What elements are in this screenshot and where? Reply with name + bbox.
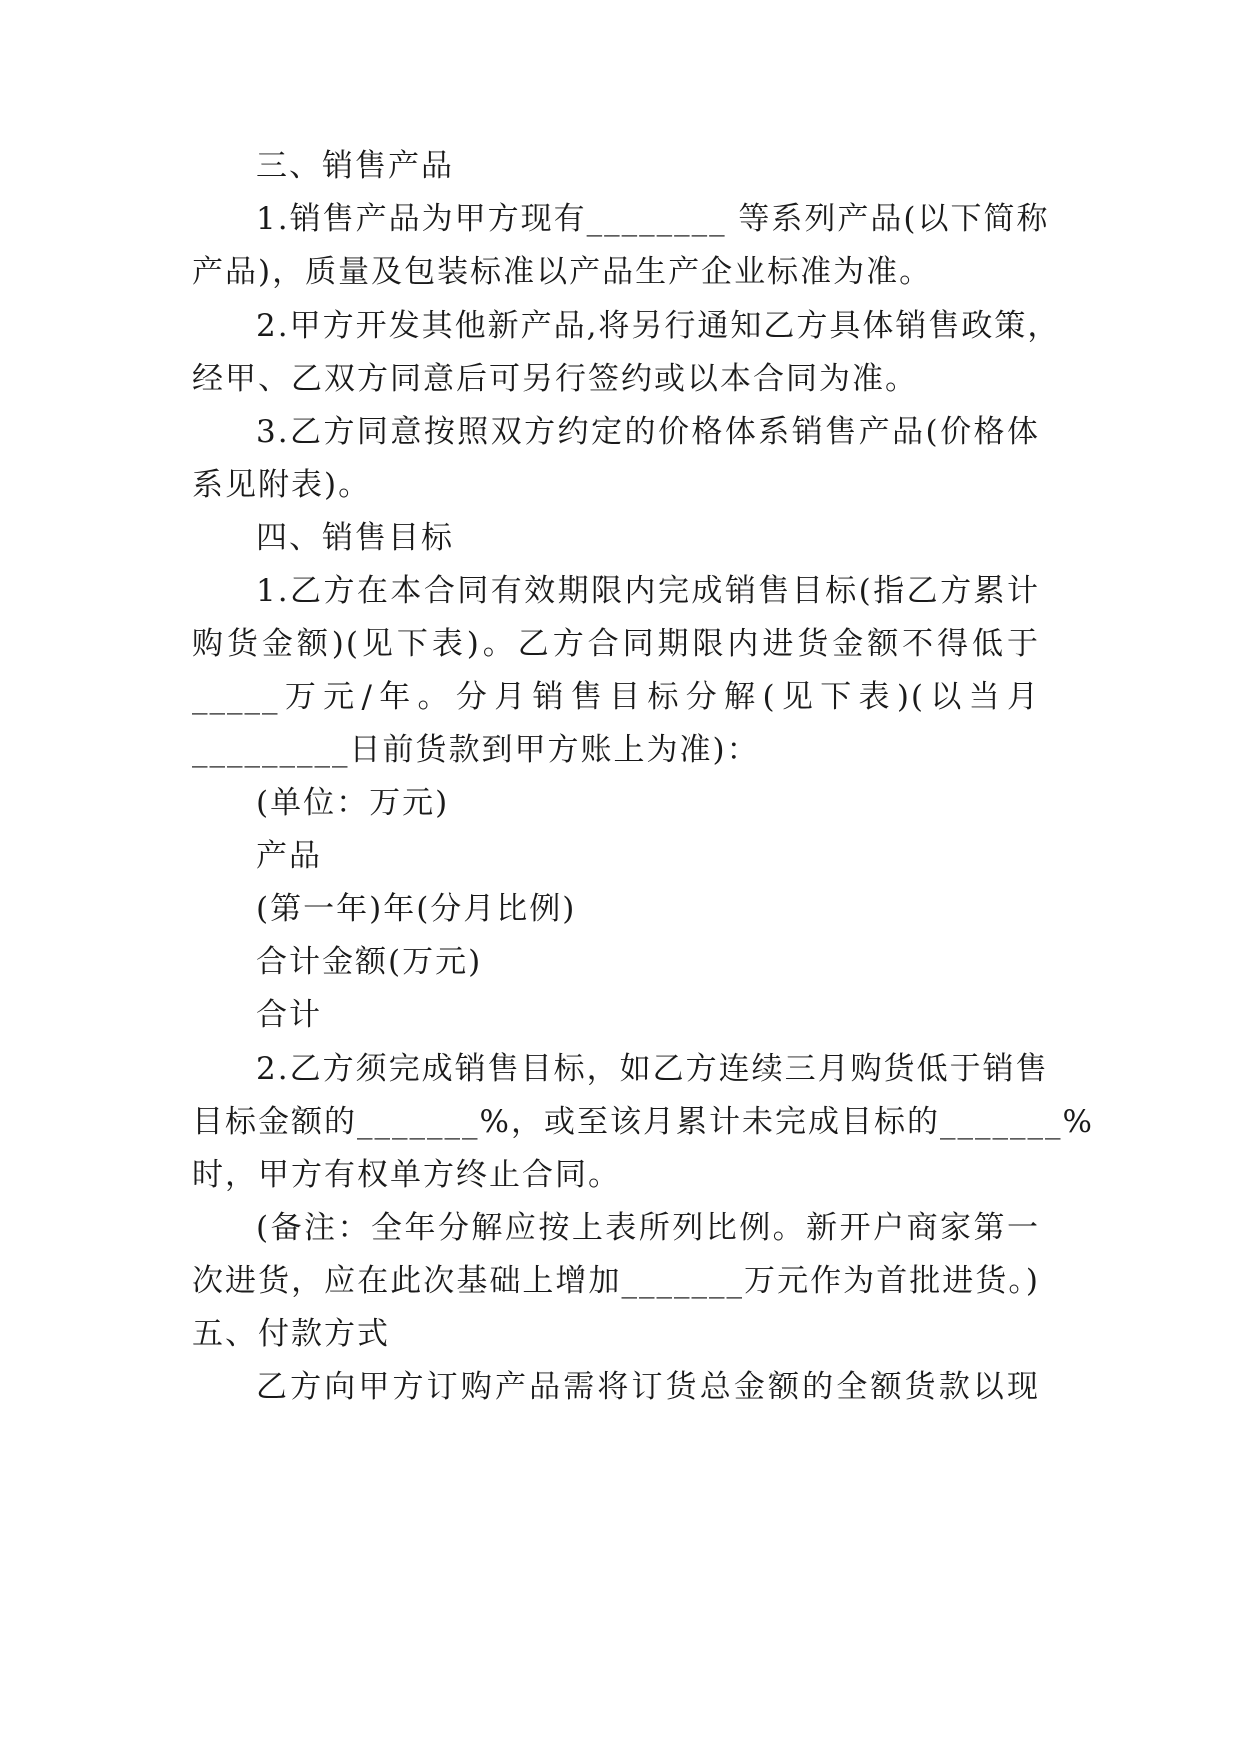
paragraph-line: 1.乙方在本合同有效期限内完成销售目标(指乙方累计 — [256, 573, 1040, 609]
paragraph-line: 产品)，质量及包装标准以产品生产企业标准为准。 — [192, 254, 933, 290]
section-heading-3: 三、销售产品 — [256, 148, 454, 184]
paragraph-line: 购货金额)(见下表)。乙方合同期限内进货金额不得低于 — [192, 626, 1040, 662]
paragraph-line: 次进货，应在此次基础上增加_______万元作为首批进货。) — [192, 1263, 1040, 1299]
paragraph-line: 经甲、乙双方同意后可另行签约或以本合同为准。 — [192, 361, 918, 397]
table-header-product: 产品 — [256, 838, 322, 874]
paragraph-line: _________日前货款到甲方账上为准)： — [192, 732, 760, 768]
paragraph-line: 1.销售产品为甲方现有________ 等系列产品(以下简称 — [256, 201, 1050, 237]
paragraph-line: 2.乙方须完成销售目标，如乙方连续三月购货低于销售 — [256, 1051, 1049, 1087]
paragraph-line: (备注：全年分解应按上表所列比例。新开户商家第一 — [256, 1210, 1040, 1246]
table-total: 合计 — [256, 997, 322, 1033]
section-heading-4: 四、销售目标 — [256, 520, 454, 556]
paragraph-line: 3.乙方同意按照双方约定的价格体系销售产品(价格体 — [256, 414, 1040, 450]
table-unit-note: (单位：万元) — [256, 785, 450, 821]
paragraph-line: 时，甲方有权单方终止合同。 — [192, 1157, 621, 1193]
paragraph-line: 目标金额的_______%，或至该月累计未完成目标的_______% — [192, 1104, 1094, 1140]
table-header-amount: 合计金额(万元) — [256, 944, 483, 980]
table-header-year: (第一年)年(分月比例) — [256, 891, 577, 927]
paragraph-line: 2.甲方开发其他新产品,将另行通知乙方具体销售政策， — [256, 308, 1061, 344]
paragraph-line: 乙方向甲方订购产品需将订货总金额的全额货款以现 — [256, 1369, 1040, 1405]
paragraph-line: 系见附表)。 — [192, 467, 372, 503]
section-heading-5: 五、付款方式 — [192, 1316, 390, 1352]
paragraph-line: _____万元/年。分月销售目标分解(见下表)(以当月 — [192, 679, 1040, 715]
